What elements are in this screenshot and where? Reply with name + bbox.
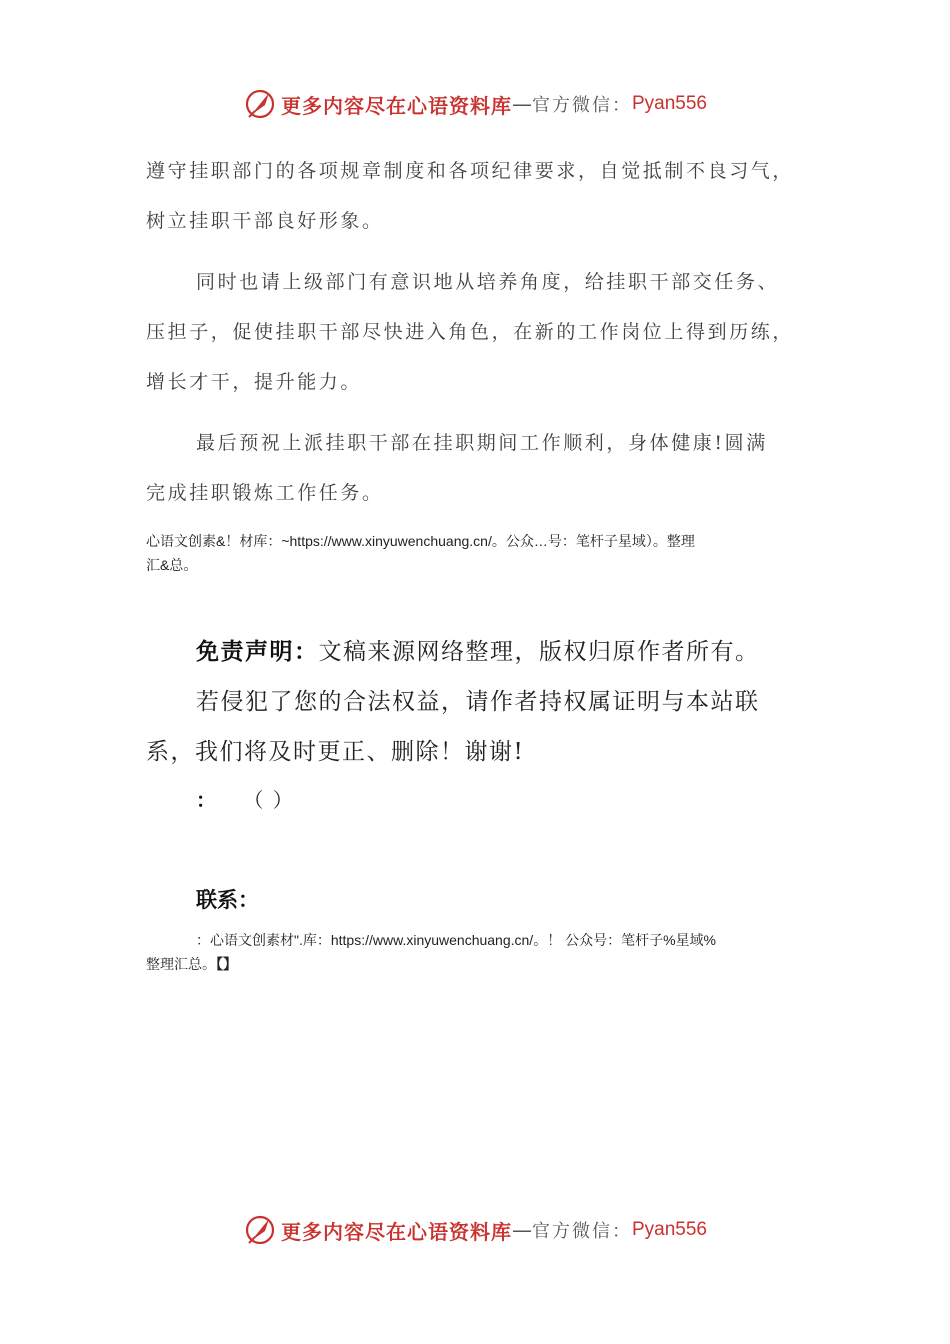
paragraph-1-line-1: 遵守挂职部门的各项规章制度和各项纪律要求，自觉抵制不良习气， [146, 160, 795, 182]
paragraph-3-line-1: 最后预祝上派挂职干部在挂职期间工作顺利，身体健康!圆满 [196, 432, 768, 454]
source-note-line-2: 汇&总。 [146, 557, 198, 573]
footer-wechat-id: Pyan556 [631, 1219, 707, 1240]
disclaimer-parens: （ ） [243, 788, 295, 812]
header-brand: 更多内容尽在心语资料库 [280, 93, 512, 118]
contact-line-2-bracket: 【】 [216, 956, 237, 972]
source-note-line-1: 心语文创素&！材库：~https://www.xinyuwenchuang.cn/。公众…号：笔杆子星域）。整理 [146, 533, 695, 549]
disclaimer-label: 免责声明： [196, 639, 319, 665]
contact-note [146, 928, 810, 976]
contact-title: 联系： [196, 888, 259, 912]
footer-official-label: 官方微信： [531, 1221, 632, 1242]
quill-logo-icon [243, 1213, 277, 1247]
footer-dash: — [511, 1218, 532, 1242]
paragraph-2 [146, 257, 810, 407]
contact-line-1: ：心语文创素材".库：https://www.xinyuwenchuang.cn/。！ 公众号：笔杆子%星域% [196, 932, 716, 948]
disclaimer-line-4 [146, 777, 810, 823]
disclaimer-line-1 [146, 627, 810, 677]
disclaimer-text-1: 文稿来源网络整理，版权归原作者所有。 [318, 639, 760, 665]
quill-logo-icon [243, 87, 277, 121]
contact-line-2-text: 整理汇总。 [146, 956, 216, 972]
disclaimer-colon: ： [196, 788, 218, 812]
header-official-label: 官方微信： [531, 95, 632, 116]
paragraph-2-line-1: 同时也请上级部门有意识地从培养角度，给挂职干部交任务、 [196, 271, 780, 293]
contact-section [146, 884, 810, 914]
header-wechat-id: Pyan556 [631, 93, 707, 114]
paragraph-1 [146, 146, 810, 246]
footer-brand: 更多内容尽在心语资料库 [280, 1219, 512, 1244]
contact-line-2 [146, 952, 810, 976]
paragraph-3 [146, 418, 810, 518]
paragraph-2-line-2: 压担子，促使挂职干部尽快进入角色，在新的工作岗位上得到历练， [146, 321, 795, 343]
paragraph-3-line-2: 完成挂职锻炼工作任务。 [146, 482, 384, 504]
source-note [146, 529, 810, 577]
paragraph-2-line-3: 增长才干，提升能力。 [146, 371, 363, 393]
header-dash: — [511, 92, 532, 116]
disclaimer-line-3: 系，我们将及时更正、删除！谢谢! [146, 739, 525, 765]
paragraph-1-line-2: 树立挂职干部良好形象。 [146, 210, 384, 232]
disclaimer-line-2: 若侵犯了您的合法权益，请作者持权属证明与本站联 [196, 689, 760, 715]
disclaimer [146, 627, 810, 823]
header-banner [0, 86, 950, 122]
footer-banner [0, 1212, 950, 1248]
